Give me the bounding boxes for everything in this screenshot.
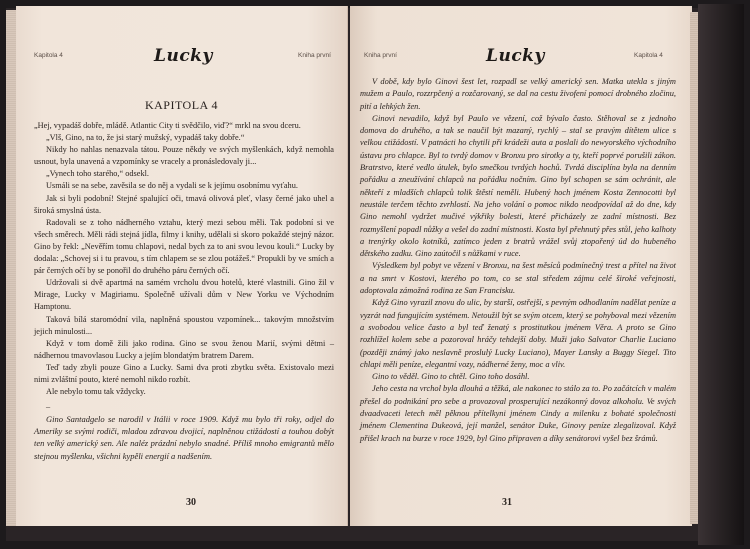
right-running-head-book: Kniha první: [364, 52, 397, 59]
paragraph: Výsledkem byl pobyt ve vězení v Bronxu, na šest měsíců podmínečný trest a přítel na život a na smrt v Kostovi, kterého po tom, co se stal středem zájmu celé široké veřejnosti, adoptovala zámožná rodina ze San Francisku.: [360, 261, 676, 296]
paragraph: „Hej, vypadáš dobře, mládě. Atlantic City ti svědčilo, viď?“ mrkl na svou dceru.: [34, 121, 301, 130]
right-page-number: 31: [502, 497, 512, 508]
paragraph: Taková bílá staromódní vila, naplněná spoustou vzpomínek... takovým množstvím jejich minulosti...: [34, 314, 334, 336]
left-running-head-chapter: Kapitola 4: [34, 52, 63, 59]
section-divider: –: [46, 402, 51, 412]
right-page: [350, 6, 692, 526]
right-lucky-logo: Lucky: [486, 46, 545, 66]
paragraph: Usmáli se na sebe, zavěsila se do něj a vydali se k jejímu osobnímu vyťahu.: [46, 181, 298, 191]
paragraph: Teď tady zbyli pouze Gino a Lucky. Sami dva proti zbytku světa. Existovalo mezi nimi zvláštní pouto, které nemohl nikdo rozbít.: [34, 362, 334, 384]
left-body-text: [34, 120, 334, 462]
paragraph: Nikdy ho nahlas nenazvala tátou. Pouze někdy ve svých myšlenkách, když nemohla usnout, byla unavená a vzpomínky se vracely a pronásledovaly ji...: [34, 145, 334, 167]
paragraph: „Vlš, Gino, na to, že jsi starý mužský, vypadáš taky dobře.“: [46, 133, 245, 143]
paragraph: Radovali se z toho nádherného vztahu, který mezi sebou měli. Tak podobní si ve všech směrech. Měli rádi stejná jídla, filmy i knihy, udělali si skoro pokaždé stejný názor. Gino by řekl: „Nevěřím tomu chlapovi, nedal bych za to ani svou levou kouli.“ Lucky by dodala: „Schovej si i tu pravou, s tím chlapem se se zlou potážeš.“ Propukli by ve smích a pár černých očí by se ponořil do druhého páru černých očí.: [34, 217, 334, 276]
chapter-title: KAPITOLA 4: [144, 98, 219, 112]
italic-paragraph: Gino Santadgelo se narodil v Itálii v roce 1909. Když mu bylo tři roky, odjel do Ameriky se svými rodiči, mladou zdravou dvojicí, naplněnou ctižádostí a touhou dobýt ten velký americký sen. Ale naléz prázdní nebylo snadné. Příliš mnoho emigrantů mělo stejnou myšlenku, všichni kypěli energií a nadšením.: [34, 414, 334, 461]
left-running-head-book: Kniha první: [298, 52, 331, 59]
right-running-head-chapter: Kapitola 4: [634, 52, 663, 59]
page-edges-right: [690, 12, 698, 524]
paragraph: Ginovi nevadilo, když byl Paulo ve vězení, což bývalo často. Stěhoval se z jednoho domova do druhého, a tak se naučil být mazaný, rychlý – stal se pravým dítětem ulice s velkou ctižádostí. V patnácti ho chytili při krádeži auta a poslali do newyorského východního ústavu pro chlapce. Byl to tvrdý domov v Bronxu pro sirotky a ty, kteří poprvé porušili zákon. Bratrstvo, které vedlo útulek, bylo smečkou tvrdých hochů. Tvrdá disciplína byla na denním pořádku a zneužívání chlapců na pořádku nočním. Gino byl schopen se sám ochránit, ale někteří z mladších chlapců tolik štěstí neměli. Hubený hoch jménem Kosta Zennocotti byl neustále terčem těchto zvrhlostí. Na jeho volání o pomoc nikdo neodpovídal až do dne, kdy Gino nemohl vydržet mučivé výkřiky bolesti, které přicházely ze zadní místnosti. Bez rozmyšlení popadl nůžky a vešel do zadní místnosti. Kosta byl přehnutý přes stůl, jeho kalhoty a trenýrky okolo kotníků, zatímco jeden z bratrů vrážel svůj ztopořený úd do hubeného dětského zadku. Gino zaútočil s nůžkami v ruce.: [360, 113, 676, 259]
paragraph: Když Gino vyrazil znovu do ulic, by starší, ostřejší, s pevným odhodlaním nadělat peníze a vyzrát nad fungujícím systémem. Netoužil být se svým otcem, který se pohyboval mezi vězením a svobodou velice často a byl teď ženatý s prostitutkou jménem Věra. A proto se Gino rozhlížel kolem sebe a pozoroval hráčy tehdejší doby. Muži jako Salvator Charlie Luciano (později známý jako neslavně proslulý Lucky Luciano), Mayer Lansky a Buggy Siegel. Tito chlapi měli peníze, elegantní vozy, nádherné ženy, moc a vliv.: [360, 298, 676, 369]
paragraph: Udržovali si dvě apartmá na samém vrcholu dvou hotelů, které vlastnili. Gino žil v Mirage, Lucky v Magiriamu. Společně užívali dům v New Yorku ve Východním Hamptonu.: [34, 278, 334, 312]
paragraph: Gino to věděl. Gino to chtěl. Gino toho dosáhl.: [372, 372, 530, 382]
paragraph: Když v tom domě žili jako rodina. Gino se svou ženou Marií, svými dětmi – nádhernou tmavovlasou Lucky a jejím blondatým bratrem Darem.: [34, 338, 334, 360]
left-page-number: 30: [186, 497, 196, 508]
paragraph: Ale nebylo tomu tak vždycky.: [46, 387, 146, 397]
paragraph: Jak si byli podobní! Stejné spalující oči, tmavá olivová pleť, vlasy černé jako uhel a široká smyslná ústa.: [34, 193, 334, 215]
left-lucky-logo: Lucky: [154, 46, 213, 66]
paragraph: „Vynech toho starého,“ odsekl.: [46, 169, 149, 179]
paragraph: V době, kdy bylo Ginovi šest let, rozpadl se velký americký sen. Matka utekla s jiným mužem a Paulo, rozzrpčený a rozčarovaný, se dal na cestu živofení pomocí drobného zločinu, pití a lehkých žen.: [360, 77, 676, 111]
right-body-text: [360, 76, 676, 445]
paragraph: Jeho cesta na vrchol byla dlouhá a těžká, ale nakonec to stálo za to. Po začátcích v malém přešel do podnikání pro sebe a provozoval prosperující nezákonný dovoz alkoholu. Ve svých dvaadvaceti letech měl pěknou přítelkyni jménem Cindy a milenku z bohaté společnosti jménem Clementina Dukeová, její manžel, senátor Duke, Ginovy peníze zlegalizoval. Když přišel krach na burze v roce 1929, byl Gino připraven a díky senátorovi vyšel bez šrámů.: [360, 384, 676, 443]
book-cover-shadow: [698, 4, 744, 545]
left-page: [16, 6, 348, 526]
